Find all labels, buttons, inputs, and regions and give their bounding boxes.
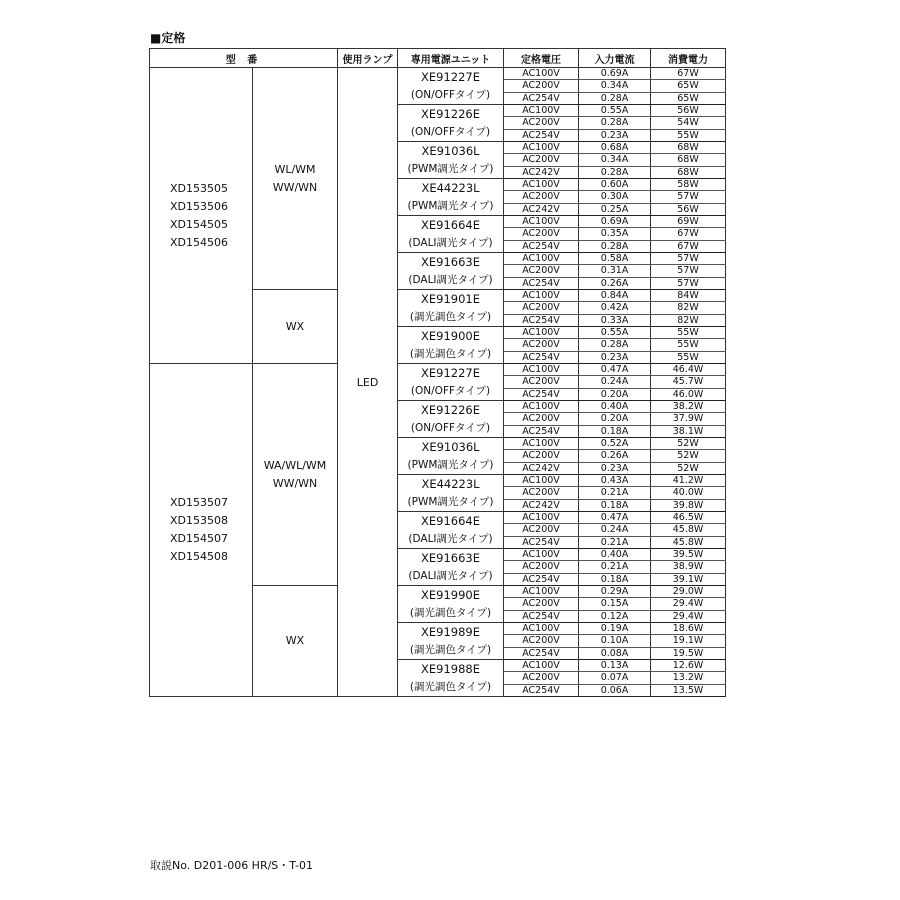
rated-voltage: AC200V — [504, 598, 579, 610]
input-current: 0.28A — [579, 117, 651, 129]
input-current: 0.47A — [579, 364, 651, 376]
input-current: 0.15A — [579, 598, 651, 610]
model-numbers-cell — [150, 364, 253, 697]
header-row — [150, 49, 726, 68]
input-current: 0.28A — [579, 339, 651, 351]
header-current: 入力電流 — [579, 49, 651, 68]
color-variant-cell — [253, 68, 338, 290]
input-current: 0.69A — [579, 68, 651, 80]
power-consumption: 56W — [651, 203, 726, 215]
input-current: 0.55A — [579, 105, 651, 117]
power-consumption: 68W — [651, 142, 726, 154]
section-heading: ■定格 — [150, 31, 186, 45]
input-current: 0.23A — [579, 129, 651, 141]
rated-voltage: AC200V — [504, 117, 579, 129]
power-consumption: 41.2W — [651, 475, 726, 487]
power-unit-type: (DALI調光タイプ) — [408, 274, 493, 286]
power-consumption: 67W — [651, 68, 726, 80]
power-consumption: 84W — [651, 290, 726, 302]
color-variant: WX — [285, 319, 305, 333]
color-variant: WW/WN — [272, 476, 318, 490]
power-unit-cell — [398, 290, 504, 327]
power-consumption: 67W — [651, 228, 726, 240]
power-consumption: 65W — [651, 80, 726, 92]
power-consumption: 38.1W — [651, 425, 726, 437]
rated-voltage: AC100V — [504, 105, 579, 117]
power-unit-cell — [398, 660, 504, 697]
rated-voltage: AC242V — [504, 499, 579, 511]
power-unit-code: XE44223L — [421, 181, 480, 195]
input-current: 0.21A — [579, 561, 651, 573]
rated-voltage: AC254V — [504, 129, 579, 141]
input-current: 0.18A — [579, 425, 651, 437]
power-unit-cell — [398, 549, 504, 586]
power-unit-code: XE91664E — [421, 218, 481, 232]
power-unit-cell — [398, 216, 504, 253]
power-unit-cell — [398, 623, 504, 660]
power-unit-type: (調光調色タイプ) — [409, 644, 492, 656]
power-unit-type: (DALI調光タイプ) — [408, 533, 493, 545]
input-current: 0.34A — [579, 80, 651, 92]
header-unit: 専用電源ユニット — [398, 49, 504, 68]
power-consumption: 45.7W — [651, 376, 726, 388]
power-unit-cell — [398, 401, 504, 438]
input-current: 0.29A — [579, 586, 651, 598]
spec-table — [149, 48, 726, 697]
color-variant: WW/WN — [272, 180, 318, 194]
power-unit-type: (PWM調光タイプ) — [407, 459, 494, 471]
power-consumption: 39.5W — [651, 549, 726, 561]
power-unit-type: (調光調色タイプ) — [409, 681, 492, 693]
power-consumption: 19.1W — [651, 635, 726, 647]
rated-voltage: AC100V — [504, 327, 579, 339]
rated-voltage: AC200V — [504, 154, 579, 166]
header-voltage: 定格電圧 — [504, 49, 579, 68]
rated-voltage: AC200V — [504, 191, 579, 203]
rated-voltage: AC200V — [504, 265, 579, 277]
power-unit-code: XE91227E — [421, 70, 481, 84]
input-current: 0.08A — [579, 647, 651, 659]
color-variant-cell — [253, 290, 338, 364]
power-consumption: 68W — [651, 166, 726, 178]
rated-voltage: AC100V — [504, 216, 579, 228]
power-unit-code: XE91036L — [421, 144, 480, 158]
power-consumption: 56W — [651, 105, 726, 117]
power-consumption: 55W — [651, 129, 726, 141]
input-current: 0.35A — [579, 228, 651, 240]
power-consumption: 67W — [651, 240, 726, 252]
power-consumption: 29.4W — [651, 610, 726, 622]
power-consumption: 46.5W — [651, 512, 726, 524]
input-current: 0.18A — [579, 573, 651, 585]
rated-voltage: AC254V — [504, 240, 579, 252]
rated-voltage: AC200V — [504, 413, 579, 425]
rated-voltage: AC100V — [504, 68, 579, 80]
input-current: 0.47A — [579, 512, 651, 524]
rated-voltage: AC200V — [504, 228, 579, 240]
input-current: 0.30A — [579, 191, 651, 203]
power-unit-cell — [398, 327, 504, 364]
power-consumption: 82W — [651, 314, 726, 326]
rated-voltage: AC100V — [504, 549, 579, 561]
power-unit-code: XE91227E — [421, 366, 481, 380]
power-consumption: 13.2W — [651, 672, 726, 684]
rated-voltage: AC100V — [504, 475, 579, 487]
power-consumption: 68W — [651, 154, 726, 166]
power-consumption: 45.8W — [651, 524, 726, 536]
model-number: XD153505 — [170, 181, 228, 195]
header-model: 型 番 — [150, 49, 338, 68]
power-unit-code: XE91988E — [421, 662, 481, 676]
input-current: 0.13A — [579, 660, 651, 672]
power-unit-cell — [398, 68, 504, 105]
color-variant: WL/WM — [274, 162, 316, 176]
model-number: XD153508 — [170, 514, 228, 527]
power-unit-code: XE91663E — [421, 551, 481, 565]
power-consumption: 69W — [651, 216, 726, 228]
rated-voltage: AC254V — [504, 425, 579, 437]
input-current: 0.28A — [579, 166, 651, 178]
power-unit-cell — [398, 438, 504, 475]
power-consumption: 54W — [651, 117, 726, 129]
rated-voltage: AC200V — [504, 302, 579, 314]
rated-voltage: AC100V — [504, 512, 579, 524]
input-current: 0.69A — [579, 216, 651, 228]
rated-voltage: AC254V — [504, 388, 579, 400]
power-consumption: 82W — [651, 302, 726, 314]
input-current: 0.28A — [579, 240, 651, 252]
power-unit-code: XE91036L — [421, 440, 480, 454]
power-consumption: 38.2W — [651, 401, 726, 413]
power-consumption: 29.4W — [651, 598, 726, 610]
rated-voltage: AC100V — [504, 623, 579, 635]
model-number: XD153507 — [170, 496, 228, 509]
power-consumption: 37.9W — [651, 413, 726, 425]
header-power: 消費電力 — [651, 49, 726, 68]
power-consumption: 29.0W — [651, 586, 726, 598]
power-unit-code: XE91901E — [421, 292, 481, 306]
rated-voltage: AC200V — [504, 561, 579, 573]
rated-voltage: AC242V — [504, 462, 579, 474]
power-consumption: 39.8W — [651, 499, 726, 511]
rated-voltage: AC200V — [504, 80, 579, 92]
power-consumption: 52W — [651, 450, 726, 462]
power-unit-type: (ON/OFFタイプ) — [410, 385, 491, 397]
power-consumption: 38.9W — [651, 561, 726, 573]
power-unit-type: (調光調色タイプ) — [409, 348, 492, 360]
input-current: 0.20A — [579, 388, 651, 400]
power-unit-type: (PWM調光タイプ) — [407, 163, 494, 175]
power-consumption: 57W — [651, 191, 726, 203]
input-current: 0.21A — [579, 487, 651, 499]
input-current: 0.40A — [579, 401, 651, 413]
power-consumption: 57W — [651, 265, 726, 277]
input-current: 0.68A — [579, 142, 651, 154]
power-consumption: 13.5W — [651, 684, 726, 696]
rated-voltage: AC254V — [504, 573, 579, 585]
color-variant: WA/WL/WM — [263, 458, 327, 472]
input-current: 0.60A — [579, 179, 651, 191]
rated-voltage: AC254V — [504, 314, 579, 326]
rated-voltage: AC100V — [504, 142, 579, 154]
power-unit-cell — [398, 253, 504, 290]
color-variant: WX — [285, 634, 305, 647]
input-current: 0.23A — [579, 462, 651, 474]
input-current: 0.21A — [579, 536, 651, 548]
power-consumption: 12.6W — [651, 660, 726, 672]
rated-voltage: AC254V — [504, 277, 579, 289]
rated-voltage: AC254V — [504, 684, 579, 696]
input-current: 0.23A — [579, 351, 651, 363]
power-consumption: 65W — [651, 92, 726, 104]
power-consumption: 55W — [651, 327, 726, 339]
input-current: 0.19A — [579, 623, 651, 635]
power-consumption: 55W — [651, 339, 726, 351]
model-number: XD153506 — [170, 199, 228, 213]
power-consumption: 19.5W — [651, 647, 726, 659]
rated-voltage: AC200V — [504, 487, 579, 499]
power-consumption: 46.0W — [651, 388, 726, 400]
power-consumption: 55W — [651, 351, 726, 363]
input-current: 0.84A — [579, 290, 651, 302]
power-unit-code: XE91663E — [421, 255, 481, 269]
power-consumption: 39.1W — [651, 573, 726, 585]
power-unit-type: (ON/OFFタイプ) — [410, 89, 491, 101]
input-current: 0.10A — [579, 635, 651, 647]
lamp-type: LED — [338, 68, 398, 697]
rated-voltage: AC100V — [504, 290, 579, 302]
rated-voltage: AC254V — [504, 351, 579, 363]
power-unit-type: (PWM調光タイプ) — [407, 496, 494, 508]
input-current: 0.18A — [579, 499, 651, 511]
power-unit-code: XE91664E — [421, 514, 481, 528]
model-number: XD154505 — [170, 217, 228, 231]
input-current: 0.40A — [579, 549, 651, 561]
power-unit-code: XE91990E — [421, 588, 481, 602]
power-unit-cell — [398, 364, 504, 401]
rated-voltage: AC200V — [504, 339, 579, 351]
rated-voltage: AC242V — [504, 166, 579, 178]
rated-voltage: AC254V — [504, 536, 579, 548]
input-current: 0.07A — [579, 672, 651, 684]
rated-voltage: AC100V — [504, 179, 579, 191]
rated-voltage: AC200V — [504, 450, 579, 462]
rated-voltage: AC100V — [504, 586, 579, 598]
rated-voltage: AC254V — [504, 610, 579, 622]
input-current: 0.06A — [579, 684, 651, 696]
power-consumption: 58W — [651, 179, 726, 191]
power-consumption: 57W — [651, 253, 726, 265]
power-unit-cell — [398, 179, 504, 216]
rated-voltage: AC200V — [504, 672, 579, 684]
color-variant-cell — [253, 364, 338, 586]
power-consumption: 52W — [651, 462, 726, 474]
rated-voltage: AC100V — [504, 401, 579, 413]
power-unit-cell — [398, 142, 504, 179]
spec-body — [150, 68, 726, 697]
document-number: 取説No. D201-006 HR/S・T-01 — [150, 859, 313, 872]
model-number: XD154506 — [170, 235, 228, 249]
input-current: 0.26A — [579, 277, 651, 289]
table-row — [150, 68, 726, 80]
rated-voltage: AC254V — [504, 92, 579, 104]
input-current: 0.24A — [579, 376, 651, 388]
power-unit-code: XE44223L — [421, 477, 480, 491]
power-consumption: 40.0W — [651, 487, 726, 499]
input-current: 0.24A — [579, 524, 651, 536]
table-row — [150, 364, 726, 376]
rated-voltage: AC242V — [504, 203, 579, 215]
model-numbers-cell — [150, 68, 253, 364]
power-unit-type: (PWM調光タイプ) — [407, 200, 494, 212]
input-current: 0.25A — [579, 203, 651, 215]
power-unit-cell — [398, 475, 504, 512]
input-current: 0.33A — [579, 314, 651, 326]
power-unit-code: XE91989E — [421, 625, 481, 639]
power-unit-type: (調光調色タイプ) — [409, 607, 492, 619]
power-consumption: 45.8W — [651, 536, 726, 548]
input-current: 0.58A — [579, 253, 651, 265]
input-current: 0.43A — [579, 475, 651, 487]
power-unit-cell — [398, 512, 504, 549]
power-unit-code: XE91226E — [421, 107, 481, 121]
power-unit-type: (ON/OFFタイプ) — [410, 126, 491, 138]
input-current: 0.26A — [579, 450, 651, 462]
rated-voltage: AC200V — [504, 635, 579, 647]
power-consumption: 46.4W — [651, 364, 726, 376]
model-number: XD154507 — [170, 532, 228, 545]
power-unit-type: (調光調色タイプ) — [409, 311, 492, 323]
power-unit-type: (ON/OFFタイプ) — [410, 422, 491, 434]
rated-voltage: AC100V — [504, 660, 579, 672]
power-consumption: 52W — [651, 438, 726, 450]
power-unit-cell — [398, 105, 504, 142]
rated-voltage: AC100V — [504, 364, 579, 376]
input-current: 0.42A — [579, 302, 651, 314]
rated-voltage: AC254V — [504, 647, 579, 659]
rated-voltage: AC100V — [504, 438, 579, 450]
model-number: XD154508 — [170, 550, 228, 563]
power-unit-code: XE91900E — [421, 329, 481, 343]
rated-voltage: AC200V — [504, 376, 579, 388]
power-consumption: 57W — [651, 277, 726, 289]
power-unit-type: (DALI調光タイプ) — [408, 570, 493, 582]
input-current: 0.31A — [579, 265, 651, 277]
input-current: 0.28A — [579, 92, 651, 104]
power-unit-code: XE91226E — [421, 403, 481, 417]
power-unit-type: (DALI調光タイプ) — [408, 237, 493, 249]
input-current: 0.55A — [579, 327, 651, 339]
rated-voltage: AC100V — [504, 253, 579, 265]
header-lamp: 使用ランプ — [338, 49, 398, 68]
power-unit-cell — [398, 586, 504, 623]
rated-voltage: AC200V — [504, 524, 579, 536]
input-current: 0.34A — [579, 154, 651, 166]
input-current: 0.20A — [579, 413, 651, 425]
power-consumption: 18.6W — [651, 623, 726, 635]
color-variant-cell — [253, 586, 338, 697]
input-current: 0.52A — [579, 438, 651, 450]
input-current: 0.12A — [579, 610, 651, 622]
